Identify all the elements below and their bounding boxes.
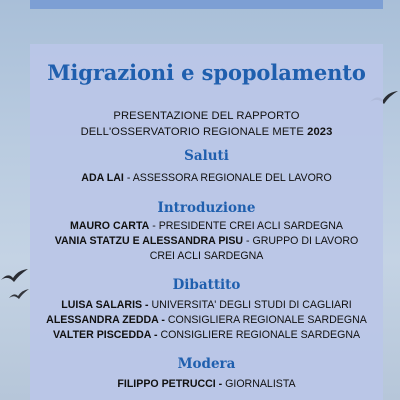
speaker-name: ALESSANDRA ZEDDA - — [46, 314, 165, 326]
section-heading-saluti: Saluti — [184, 148, 229, 164]
speaker-line — [30, 219, 383, 234]
speaker-role: GIORNALISTA — [222, 378, 296, 390]
speaker-line — [30, 234, 383, 249]
speaker-role: UNIVERSITA' DEGLI STUDI DI CAGLIARI — [148, 299, 352, 311]
subtitle-line — [30, 124, 383, 140]
event-panel — [30, 44, 383, 400]
speaker-name: FILIPPO PETRUCCI - — [117, 378, 223, 390]
section-heading-dibattito: Dibattito — [172, 277, 241, 293]
subtitle-line: PRESENTAZIONE DEL RAPPORTO — [113, 110, 300, 122]
bird-icon — [8, 288, 30, 304]
speaker-line — [30, 377, 383, 392]
speaker-role: CONSIGLIERA REGIONALE SARDEGNA — [164, 314, 367, 326]
subtitle-text: DELL'OSSERVATORIO REGIONALE METE — [80, 126, 308, 138]
speaker-role: - GRUPPO DI LAVORO — [243, 235, 359, 247]
speaker-continuation: CREI ACLI SARDEGNA — [149, 250, 264, 262]
speaker-role: - ASSESSORA REGIONALE DEL LAVORO — [123, 172, 332, 184]
speaker-line — [30, 313, 383, 328]
speaker-line — [30, 298, 383, 313]
subtitle-year: 2023 — [307, 126, 333, 138]
speaker-role: - PRESIDENTE CREI ACLI SARDEGNA — [149, 220, 343, 232]
speaker-name: VALTER PISCEDDA - — [52, 329, 158, 341]
speaker-line — [30, 328, 383, 343]
section-heading-modera: Modera — [177, 356, 236, 372]
section-heading-introduzione: Introduzione — [157, 200, 256, 216]
event-subtitle — [30, 108, 383, 140]
speaker-name: LUISA SALARIS - — [61, 299, 149, 311]
speaker-role: CONSIGLIERE REGIONALE SARDEGNA — [157, 329, 361, 341]
speaker-line — [30, 171, 383, 186]
event-title: Migrazioni e spopolamento — [47, 60, 366, 85]
top-banner-strip — [30, 0, 383, 9]
bird-icon — [0, 268, 30, 288]
speaker-name: MAURO CARTA — [70, 220, 150, 232]
speaker-name: VANIA STATZU E ALESSANDRA PISU — [54, 235, 244, 247]
speaker-name: ADA LAI — [81, 172, 124, 184]
